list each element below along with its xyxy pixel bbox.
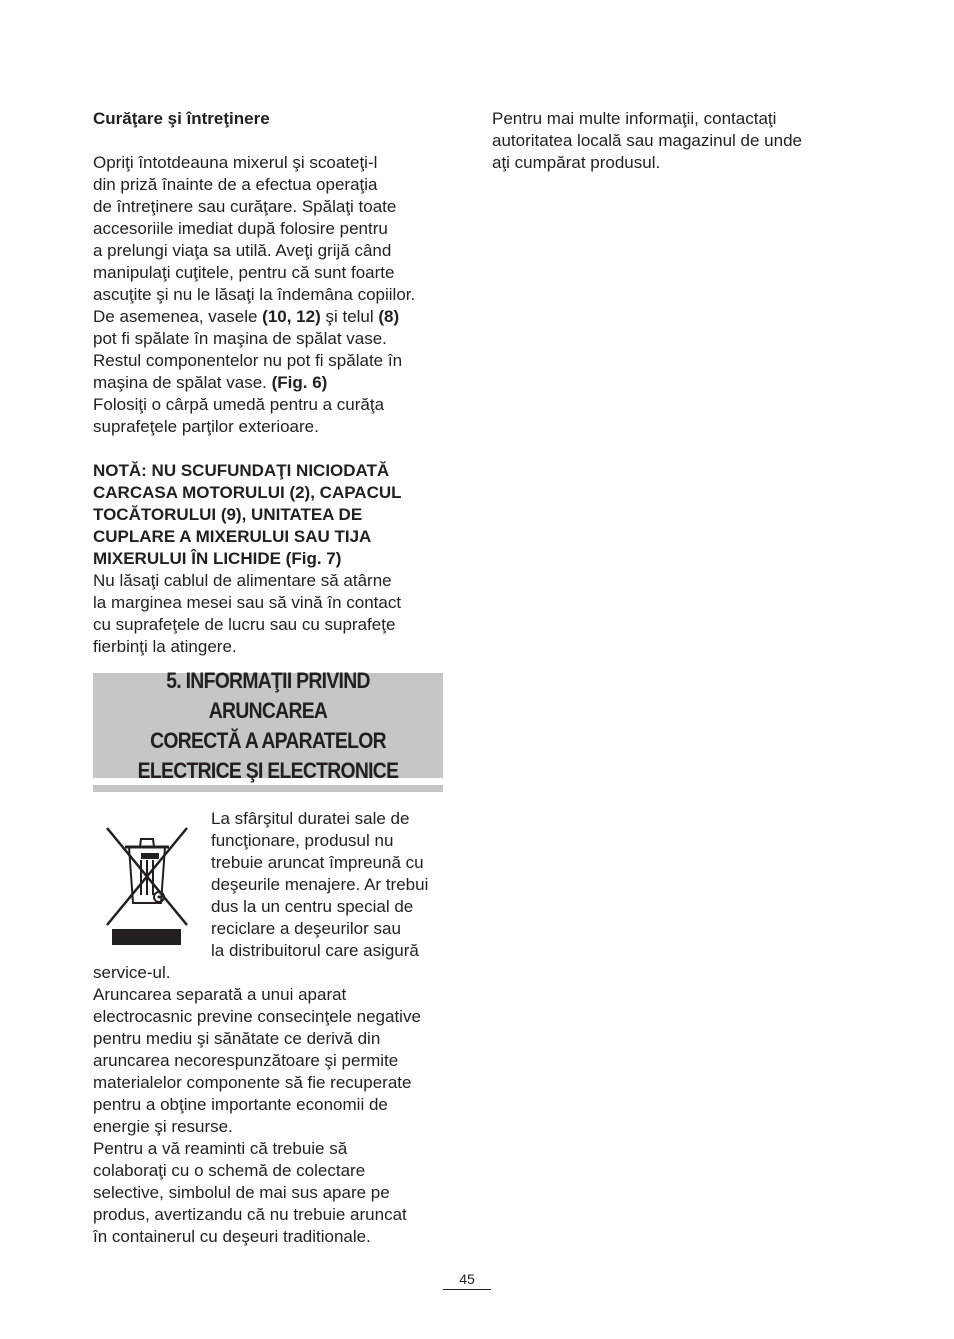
- dishwasher-text: şi telul: [320, 307, 379, 326]
- right-column: [492, 108, 832, 174]
- bowls-ref: (10, 12): [262, 307, 321, 326]
- cable-paragraph: Nu lăsaţi cablul de alimentare să atârne la marginea mesei sau să vină în contact cu suprafeţele de lucru sau cu suprafeţe fierbinţi la atingere.: [93, 571, 402, 656]
- dishwasher-text: De asemenea, vasele: [93, 307, 263, 326]
- crossed-out-wheelie-bin-icon: [105, 825, 189, 947]
- contact-paragraph: Pentru mai multe informaţii, contactaţi autoritatea locală sau magazinul de unde aţi cumpărat produsul.: [492, 109, 802, 172]
- left-column: [93, 108, 448, 658]
- cleaning-paragraph: Opriţi întotdeauna mixerul şi scoateţi-l din priză înainte de a efectua operaţia de întreţinere sau curăţare. Spălaţi toate accesoriile imediat după folosire pentru a prelungi viaţa sa utilă. Aveţi grijă când manipulaţi cuţitele, pentru că sunt foarte ascuţite şi nu le lăsaţi la îndemâna copiilor.: [93, 153, 416, 304]
- section-heading: Curăţare şi întreţinere: [93, 109, 270, 128]
- fig-ref: (Fig. 6): [271, 373, 328, 392]
- cloth-paragraph: Folosiţi o cârpă umedă pentru a curăţa suprafeţele parţilor exterioare.: [93, 395, 385, 436]
- page-number: 45: [443, 1270, 491, 1290]
- banner-title: 5. INFORMAŢII PRIVIND ARUNCAREA CORECTĂ A APARATELOR ELECTRICE ŞI ELECTRONICE: [137, 667, 399, 783]
- whisk-ref: (8): [378, 307, 400, 326]
- warning-note: NOTĂ: NU SCUFUNDAŢI NICIODATĂ CARCASA MOTORULUI (2), CAPACUL TOCĂTORULUI (9), UNITATEA DE CUPLARE A MIXERULUI SAU TIJA MIXERULUI ÎN LICHIDE (Fig. 7): [93, 461, 402, 568]
- weee-text-beside: La sfârşitul duratei sale de funcţionare, produsul nu trebuie aruncat împreună cu deşeurile menajere. Ar trebui dus la un centru special de reciclare a deşeurilor sau la distribuitorul care asigură: [211, 809, 429, 960]
- dishwasher-paragraph: [93, 306, 448, 394]
- weee-text-after: service-ul. Aruncarea separată a unui aparat electrocasnic previne consecinţele negative pentru mediu şi sănătate ce derivă din aruncarea necorespunzătoare şi permite materialelor componente să fie recuperate pentru a obţine importante economii de energie şi resurse. Pentru a vă reaminti că trebuie să colaboraţi cu o schemă de colectare selective, simbolul de mai sus apare pe produs, avertizandu că nu trebuie aruncat în containerul cu deşeuri traditionale.: [93, 963, 421, 1246]
- dishwasher-text: pot fi spălate în maşina de spălat vase. Restul componentelor nu pot fi spălate în maşina de spălat vase.: [93, 329, 403, 392]
- section-banner: [93, 667, 443, 783]
- banner-underline: [93, 785, 443, 792]
